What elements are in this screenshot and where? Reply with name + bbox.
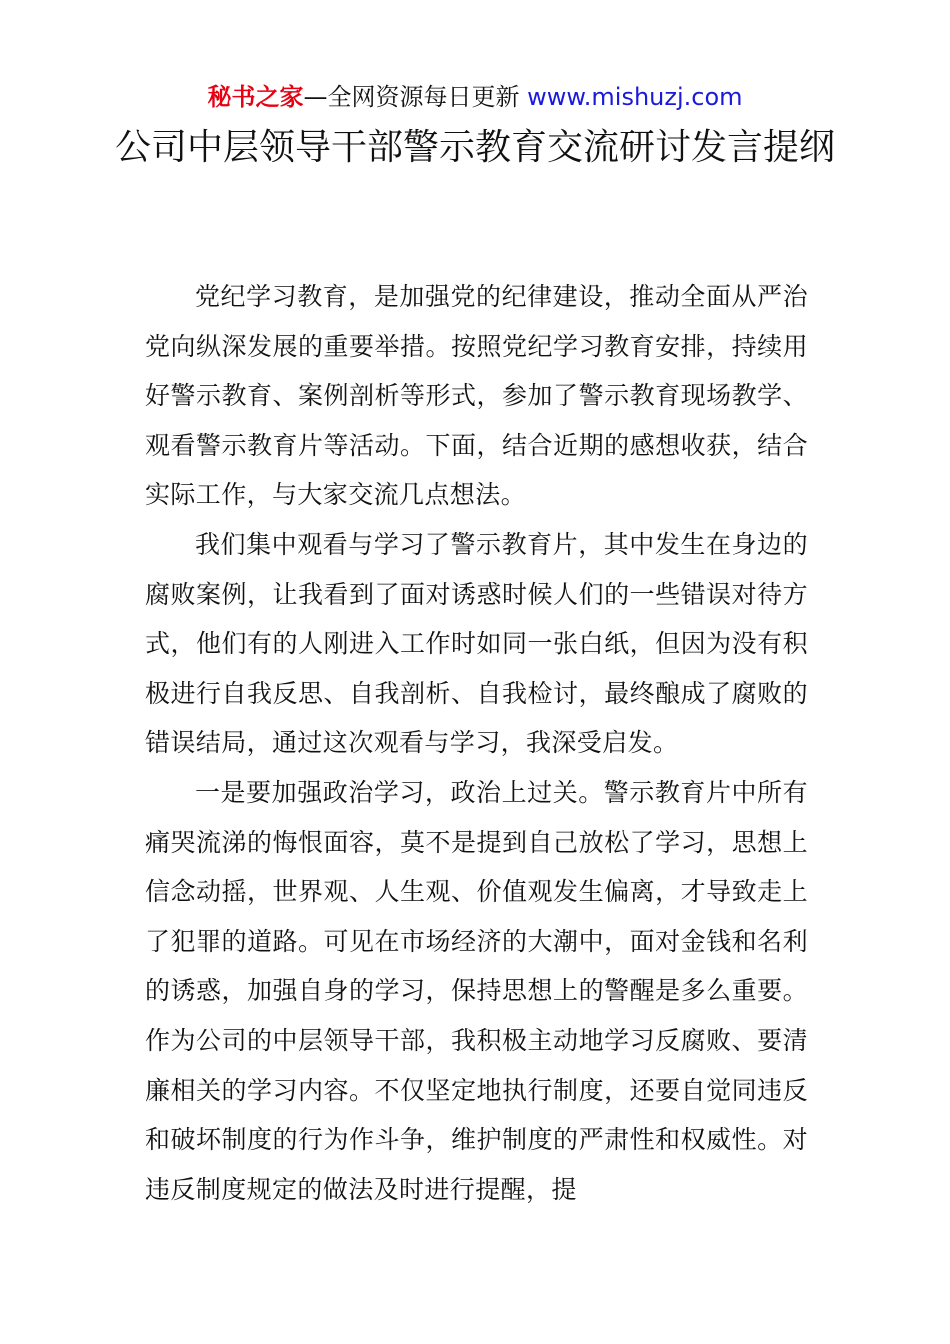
site-tagline: —全网资源每日更新 [303,83,528,111]
paragraph-viewing: 我们集中观看与学习了警示教育片，其中发生在身边的腐败案例，让我看到了面对诱惑时候人们的一些错误对待方式，他们有的人刚进入工作时如同一张白纸，但因为没有积极进行自我反思、自我剖析、自我检讨，最终酿成了腐败的错误结局，通过这次观看与学习，我深受启发。 [145,529,808,758]
document-title: 公司中层领导干部警示教育交流研讨发言提纲 [114,127,835,168]
site-url-link[interactable]: www.mishuzj.com [527,83,743,111]
paragraph-point-one: 一是要加强政治学习，政治上过关。警示教育片中所有痛哭流涕的悔恨面容，莫不是提到自己放松了学习，思想上信念动摇，世界观、人生观、价值观发生偏离，才导致走上了犯罪的道路。可见在市场经济的大潮中，面对金钱和名利的诱惑，加强自身的学习，保持思想上的警醒是多么重要。作为公司的中层领导干部，我积极主动地学习反腐败、要清廉相关的学习内容。不仅坚定地执行制度，还要自觉同违反和破坏制度的行为作斗争，维护制度的严肃性和权威性。对违反制度规定的做法及时进行提醒，提 [145,777,808,1204]
site-header [0,80,950,114]
paragraph-intro: 党纪学习教育，是加强党的纪律建设，推动全面从严治党向纵深发展的重要举措。按照党纪学习教育安排，持续用好警示教育、案例剖析等形式，参加了警示教育现场教学、观看警示教育片等活动。下面，结合近期的感想收获，结合实际工作，与大家交流几点想法。 [145,282,808,510]
document-body [145,272,808,1214]
site-brand: 秘书之家 [207,83,304,111]
